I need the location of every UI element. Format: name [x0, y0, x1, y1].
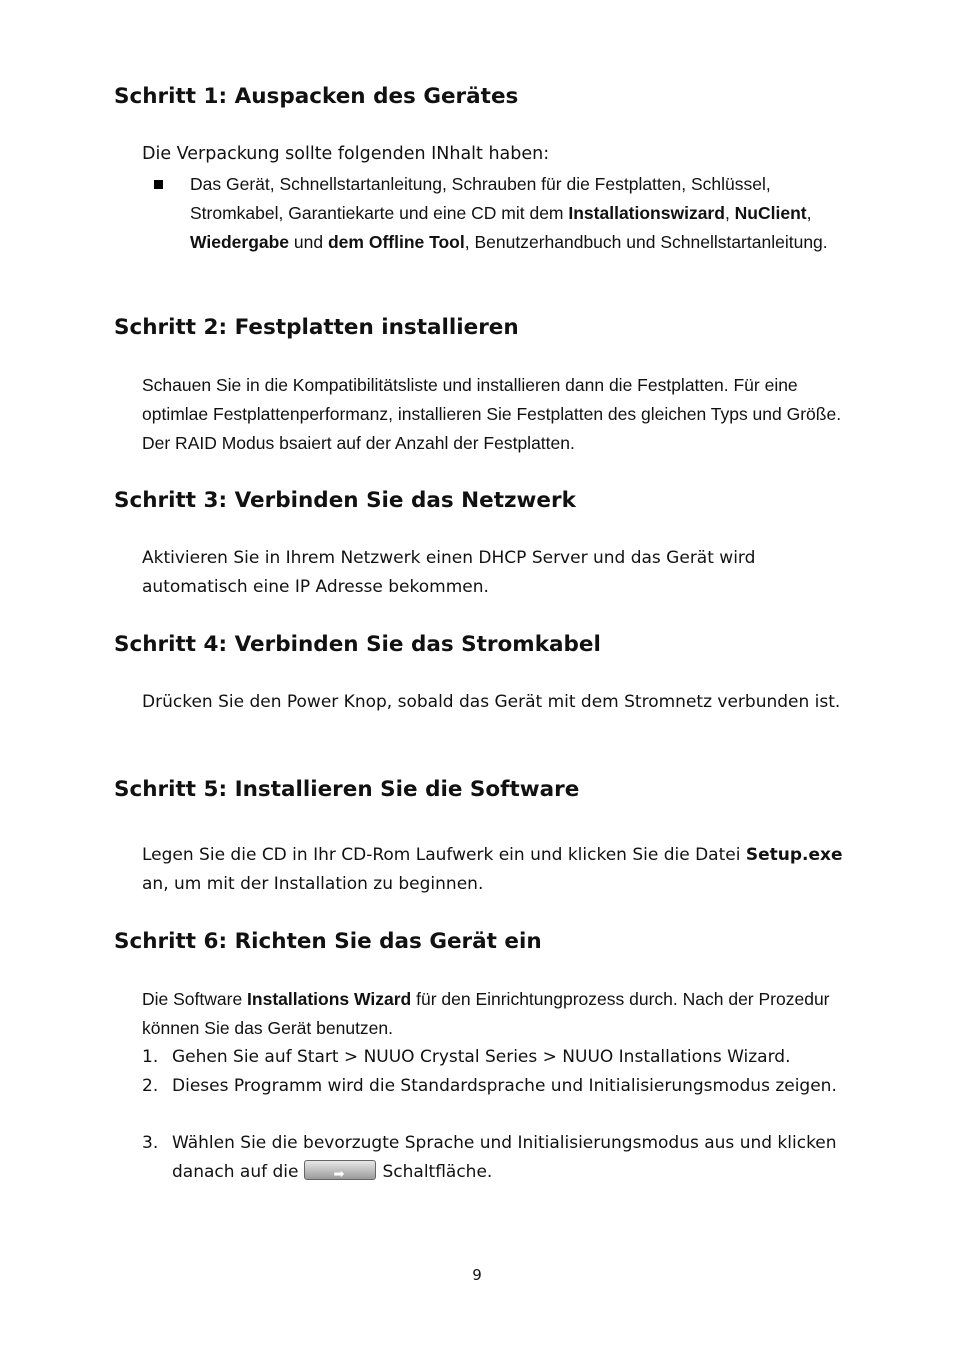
step3-text: Aktivieren Sie in Ihrem Netzwerk einen DHCP Server und das Gerät wird automatisch eine IP Adresse bekommen. — [142, 548, 756, 597]
step2-text: Schauen Sie in die Kompatibilitätsliste und installieren dann die Festplatten. Für eine optimlae Festplattenperformanz, installieren Sie Festplatten des gleichen Typs und Größe. Der RAID Modus bsaiert auf der Anzahl der Festplatten. — [142, 375, 842, 453]
step3-heading: Schritt 3: Verbinden Sie das Netzwerk — [114, 488, 576, 513]
text-run: für den Einrichtungprozess durch. Nach der Prozedur können Sie das Gerät benutzen. — [142, 989, 830, 1038]
square-bullet-icon — [154, 180, 163, 189]
text-run: Die Software — [142, 989, 248, 1009]
step5-heading: Schritt 5: Installieren Sie die Software — [114, 777, 580, 802]
list-number: 2. — [142, 1076, 159, 1096]
step1-bullet-text — [190, 170, 854, 257]
bold-term: Installationswizard — [568, 203, 725, 223]
list-number: 1. — [142, 1047, 159, 1067]
step4-heading: Schritt 4: Verbinden Sie das Stromkabel — [114, 632, 601, 657]
bold-term: dem Offline Tool — [327, 232, 465, 252]
step4-text: Drücken Sie den Power Knop, sobald das Gerät mit dem Stromnetz verbunden ist. — [142, 692, 841, 712]
step1-heading: Schritt 1: Auspacken des Gerätes — [114, 84, 519, 109]
bold-term: NuClient — [734, 203, 807, 223]
step1-intro: Die Verpackung sollte folgenden INhalt haben: — [142, 144, 550, 164]
text-run: , — [806, 203, 812, 223]
text-run: und — [289, 232, 328, 252]
text-run: Schaltfläche. — [382, 1162, 493, 1182]
text-run: , — [724, 203, 735, 223]
bold-term: Installations Wizard — [247, 989, 412, 1009]
next-arrow-button-icon — [304, 1160, 376, 1180]
bold-term: Setup.exe — [745, 845, 843, 865]
text-run: Wählen Sie die bevorzugte Sprache und Initialisierungsmodus aus und klicken danach auf die — [172, 1133, 837, 1182]
step6-heading: Schritt 6: Richten Sie das Gerät ein — [114, 929, 542, 954]
list-number: 3. — [142, 1133, 159, 1153]
text-run: Legen Sie die CD in Ihr CD-Rom Laufwerk ein und klicken Sie die Datei — [142, 845, 746, 865]
list-text: Gehen Sie auf Start > NUUO Crystal Series > NUUO Installations Wizard. — [172, 1047, 791, 1067]
list-text — [172, 1129, 852, 1187]
step5-text — [142, 841, 852, 899]
list-text: Dieses Programm wird die Standardsprache und Initialisierungsmodus zeigen. — [172, 1076, 837, 1096]
step2-heading: Schritt 2: Festplatten installieren — [114, 315, 519, 340]
step6-text — [142, 985, 852, 1043]
page-number: 9 — [472, 1266, 482, 1284]
text-run: an, um mit der Installation zu beginnen. — [142, 874, 484, 894]
bold-term: Wiedergabe — [190, 232, 290, 252]
text-run: , Benutzerhandbuch und Schnellstartanleitung. — [464, 232, 828, 252]
text-run: Das Gerät, Schnellstartanleitung, Schrauben für die Festplatten, Schlüssel, Stromkabel, Garantiekarte und eine CD mit dem — [190, 174, 771, 223]
